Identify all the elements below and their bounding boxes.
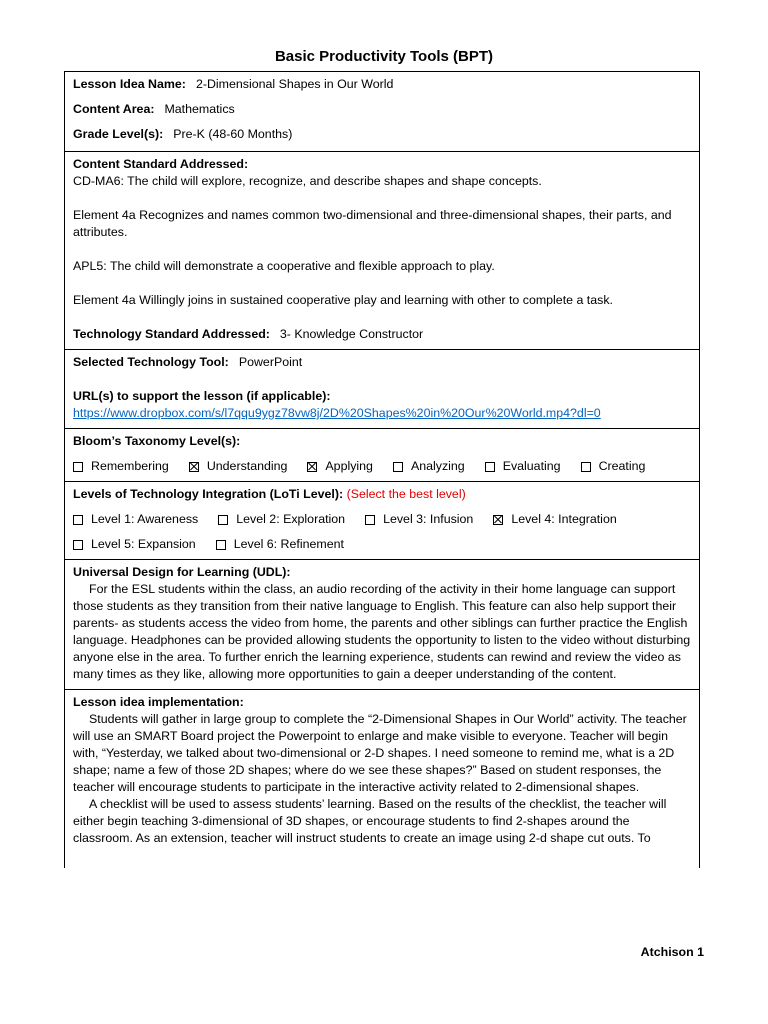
loti-heading: Levels of Technology Integration (LoTi Level): <box>73 487 344 501</box>
bloom-understanding[interactable]: Understanding <box>189 458 288 475</box>
tech-tool-value: PowerPoint <box>238 355 303 369</box>
loti-level-6[interactable]: Level 6: Refinement <box>216 536 344 553</box>
bloom-remembering[interactable]: Remembering <box>73 458 169 475</box>
loti-level-5[interactable]: Level 5: Expansion <box>73 536 196 553</box>
content-standard-heading: Content Standard Addressed: <box>73 157 249 171</box>
technology-tool-section <box>65 350 699 429</box>
lesson-name-value: 2-Dimensional Shapes in Our World <box>195 77 394 91</box>
bloom-analyzing[interactable]: Analyzing <box>393 458 465 475</box>
loti-level-3[interactable]: Level 3: Infusion <box>365 511 473 528</box>
udl-section <box>65 560 699 690</box>
implementation-heading: Lesson idea implementation: <box>73 695 244 709</box>
loti-checkboxes-row-2 <box>73 536 691 553</box>
page-footer: Atchison 1 <box>640 945 704 959</box>
bloom-checkboxes <box>73 458 691 475</box>
standard-element-1: Element 4a Recognizes and names common two-dimensional and three-dimensional shapes, their parts, and attributes. <box>73 208 672 239</box>
checkbox-icon[interactable] <box>73 462 83 472</box>
loti-note: (Select the best level) <box>346 487 466 501</box>
implementation-paragraph-1: Students will gather in large group to complete the “2-Dimensional Shapes in Our World” activity. The teacher will use an SMART Board project the Powerpoint to enlarge and make visible to everyone. Teacher will begin with, “Yesterday, we talked about two-dimensional or 2-D shapes. I need someone to remind me, what is a 2D shape; name a few of those 2D shapes; where do we see these shapes?” Based on student responses, the teacher will encourage students to participate in the interactive activity related to 2-dimensional shapes. <box>73 712 687 794</box>
lesson-name-label: Lesson Idea Name: <box>73 77 186 91</box>
bloom-heading: Bloom’s Taxonomy Level(s): <box>73 434 241 448</box>
tech-standard-label: Technology Standard Addressed: <box>73 327 270 341</box>
checkbox-icon[interactable] <box>365 515 375 525</box>
bloom-evaluating[interactable]: Evaluating <box>485 458 561 475</box>
content-area-value: Mathematics <box>164 102 235 116</box>
checkbox-checked-icon[interactable] <box>493 515 503 525</box>
lesson-info-section <box>65 72 699 152</box>
page-title: Basic Productivity Tools (BPT) <box>274 48 494 65</box>
checkbox-icon[interactable] <box>73 515 83 525</box>
bloom-creating[interactable]: Creating <box>581 458 646 475</box>
standards-section <box>65 152 699 350</box>
bloom-applying[interactable]: Applying <box>307 458 373 475</box>
tech-standard-value: 3- Knowledge Constructor <box>279 327 424 341</box>
loti-section <box>65 482 699 560</box>
checkbox-checked-icon[interactable] <box>189 462 199 472</box>
bpt-form-table <box>64 71 700 868</box>
checkbox-icon[interactable] <box>485 462 495 472</box>
standard-element-2: Element 4a Willingly joins in sustained cooperative play and learning with other to complete a task. <box>73 293 613 307</box>
loti-checkboxes-row-1 <box>73 511 691 528</box>
grade-level-value: Pre-K (48-60 Months) <box>173 127 293 141</box>
checkbox-icon[interactable] <box>581 462 591 472</box>
standard-cd-ma6: CD-MA6: The child will explore, recognize, and describe shapes and shape concepts. <box>73 174 542 188</box>
checkbox-icon[interactable] <box>393 462 403 472</box>
checkbox-icon[interactable] <box>73 540 83 550</box>
implementation-section <box>65 690 699 868</box>
lesson-video-link[interactable]: https://www.dropbox.com/s/l7qqu9ygz78vw8j/2D%20Shapes%20in%20Our%20World.mp4?dl=0 <box>73 406 601 420</box>
content-area-label: Content Area: <box>73 102 155 116</box>
url-label: URL(s) to support the lesson (if applicable): <box>73 389 331 403</box>
grade-level-label: Grade Level(s): <box>73 127 164 141</box>
loti-level-2[interactable]: Level 2: Exploration <box>218 511 345 528</box>
loti-level-4[interactable]: Level 4: Integration <box>493 511 616 528</box>
checkbox-icon[interactable] <box>218 515 228 525</box>
checkbox-checked-icon[interactable] <box>307 462 317 472</box>
implementation-paragraph-2: A checklist will be used to assess students’ learning. Based on the results of the checklist, the teacher will either begin teaching 3-dimensional of 3D shapes, or encourage students to find 2-shapes around the classroom. As an extension, teacher will instruct students to create an image using 2-d shape cut outs. To <box>73 797 667 845</box>
tech-tool-label: Selected Technology Tool: <box>73 355 229 369</box>
standard-apl5: APL5: The child will demonstrate a cooperative and flexible approach to play. <box>73 259 495 273</box>
bloom-section <box>65 429 699 482</box>
checkbox-icon[interactable] <box>216 540 226 550</box>
udl-heading: Universal Design for Learning (UDL): <box>73 565 291 579</box>
loti-level-1[interactable]: Level 1: Awareness <box>73 511 198 528</box>
udl-text: For the ESL students within the class, an audio recording of the activity in their home language can support those students as they transition from their native language to English. This feature can also help support their parents- as students access the video from home, the parents and other siblings can further practice the English language. Headphones can be provided allowing students the opportunity to listen to the video without disturbing anyone else in the area. To further enrich the learning experience, students can rewind and review the video as many times as they like, allowing more opportunities to gain a deeper understanding of the content. <box>73 582 691 681</box>
